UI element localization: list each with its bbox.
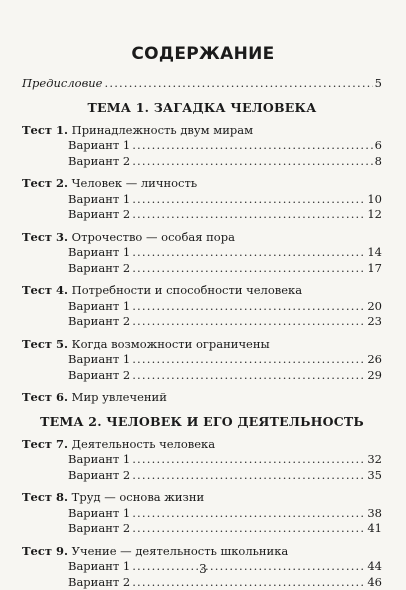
entry-label: Предисловие bbox=[22, 76, 103, 90]
toc-entry-variant bbox=[22, 261, 382, 277]
entry-page-number: 26 bbox=[367, 352, 382, 366]
test-heading bbox=[22, 544, 382, 560]
entry-page-number: 14 bbox=[367, 245, 382, 259]
entry-page-number: 17 bbox=[367, 260, 382, 275]
page-title: СОДЕРЖАНИЕ bbox=[131, 44, 275, 64]
test-title: Когда возможности ограничены bbox=[71, 336, 270, 351]
entry-page-number: 6 bbox=[374, 138, 382, 152]
toc-entry-variant bbox=[22, 368, 382, 384]
entry-page-number: 29 bbox=[367, 367, 382, 382]
entry-label: Вариант 1 bbox=[68, 191, 131, 206]
toc-entry-variant bbox=[22, 314, 382, 330]
entry-label: Вариант 2 bbox=[68, 153, 131, 168]
entry-page-number: 12 bbox=[367, 207, 382, 221]
test-title: Потребности и способности человека bbox=[71, 283, 303, 297]
toc-entry-variant bbox=[22, 154, 382, 170]
dot-leader bbox=[132, 468, 365, 484]
toc-entry-variant bbox=[22, 521, 382, 537]
toc-entry-variant bbox=[22, 207, 382, 223]
test-heading bbox=[22, 230, 382, 246]
entry-page-number: 38 bbox=[367, 505, 382, 520]
test-title: Деятельность человека bbox=[71, 436, 216, 451]
test-title: Учение — деятельность школьника bbox=[71, 543, 289, 558]
entry-page-number: 46 bbox=[367, 574, 382, 589]
test-number: Тест 3. bbox=[22, 229, 69, 244]
test-number: Тест 5. bbox=[22, 336, 69, 351]
test-heading bbox=[22, 390, 382, 406]
entry-label: Вариант 2 bbox=[68, 521, 131, 535]
entry-label: Вариант 1 bbox=[68, 559, 131, 573]
test-number: Тест 4. bbox=[22, 283, 69, 297]
table-of-contents bbox=[22, 76, 382, 590]
toc-entry-variant bbox=[22, 468, 382, 484]
entry-label: Вариант 2 bbox=[68, 260, 131, 275]
test-number: Тест 1. bbox=[22, 122, 69, 137]
entry-label: Вариант 2 bbox=[68, 467, 131, 482]
dot-leader bbox=[132, 207, 365, 223]
test-heading bbox=[22, 337, 382, 353]
test-title: Принадлежность двум мирам bbox=[71, 122, 254, 137]
entry-label: Вариант 1 bbox=[68, 505, 131, 520]
toc-entry-preface bbox=[22, 76, 382, 92]
dot-leader bbox=[132, 452, 365, 468]
test-title: Мир увлечений bbox=[71, 390, 167, 404]
toc-entry-variant bbox=[22, 192, 382, 208]
test-heading bbox=[22, 123, 382, 139]
dot-leader bbox=[132, 314, 365, 330]
test-heading bbox=[22, 437, 382, 453]
test-heading bbox=[22, 283, 382, 299]
dot-leader bbox=[132, 299, 365, 315]
dot-leader bbox=[132, 192, 365, 208]
entry-label: Вариант 2 bbox=[68, 574, 131, 589]
test-number: Тест 2. bbox=[22, 176, 69, 190]
entry-label: Вариант 1 bbox=[68, 138, 131, 152]
entry-label: Вариант 1 bbox=[68, 452, 131, 466]
entry-label: Вариант 2 bbox=[68, 314, 131, 328]
entry-label: Вариант 1 bbox=[68, 245, 131, 259]
dot-leader bbox=[132, 506, 365, 522]
toc-entry-variant bbox=[22, 506, 382, 522]
test-title: Труд — основа жизни bbox=[71, 490, 205, 504]
dot-leader bbox=[132, 352, 365, 368]
toc-entry-variant bbox=[22, 138, 382, 154]
entry-page-number: 10 bbox=[367, 191, 382, 206]
test-number: Тест 6. bbox=[22, 390, 69, 404]
test-number: Тест 9. bbox=[22, 543, 69, 558]
test-number: Тест 8. bbox=[22, 490, 69, 504]
entry-label: Вариант 1 bbox=[68, 352, 131, 366]
toc-entry-variant bbox=[22, 452, 382, 468]
test-heading bbox=[22, 490, 382, 506]
dot-leader bbox=[132, 245, 365, 261]
theme-heading: ТЕМА 1. ЗАГАДКА ЧЕЛОВЕКА bbox=[87, 99, 317, 115]
page-number: 3 bbox=[199, 562, 207, 576]
entry-page-number: 8 bbox=[374, 153, 382, 168]
toc-entry-variant bbox=[22, 299, 382, 315]
test-title: Отрочество — особая пора bbox=[71, 229, 235, 244]
entry-page-number: 20 bbox=[367, 298, 382, 313]
dot-leader bbox=[132, 575, 365, 590]
test-number: Тест 7. bbox=[22, 436, 69, 451]
test-title: Человек — личность bbox=[71, 176, 198, 190]
test-heading bbox=[22, 176, 382, 192]
entry-page-number: 44 bbox=[367, 559, 382, 573]
dot-leader bbox=[132, 261, 365, 277]
toc-entry-variant bbox=[22, 245, 382, 261]
dot-leader bbox=[132, 368, 365, 384]
entry-label: Вариант 2 bbox=[68, 207, 131, 221]
entry-page-number: 23 bbox=[367, 314, 382, 328]
entry-page-number: 41 bbox=[367, 521, 382, 535]
theme-heading: ТЕМА 2. ЧЕЛОВЕК И ЕГО ДЕЯТЕЛЬНОСТЬ bbox=[40, 413, 364, 429]
dot-leader bbox=[132, 154, 372, 170]
entry-label: Вариант 1 bbox=[68, 298, 131, 313]
dot-leader bbox=[104, 76, 372, 92]
entry-page-number: 35 bbox=[367, 467, 382, 482]
entry-page-number: 32 bbox=[367, 452, 382, 466]
entry-label: Вариант 2 bbox=[68, 367, 131, 382]
dot-leader bbox=[132, 138, 372, 154]
toc-entry-variant bbox=[22, 575, 382, 590]
entry-page-number: 5 bbox=[374, 76, 382, 90]
toc-entry-variant bbox=[22, 352, 382, 368]
dot-leader bbox=[132, 521, 365, 537]
